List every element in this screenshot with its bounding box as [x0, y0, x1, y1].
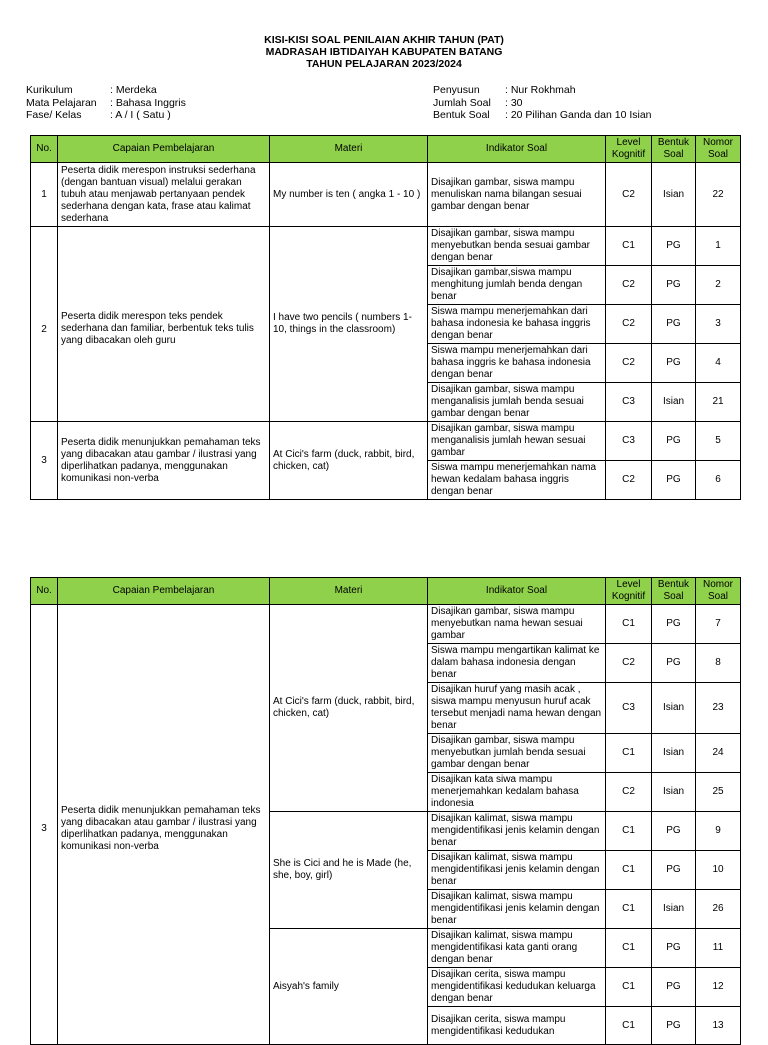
cell-level: C1 — [606, 968, 652, 1007]
cell-indikator: Disajikan gambar, siswa mampu menuliskan nama bilangan sesuai gambar dengan benar — [428, 163, 606, 227]
cell-level: C1 — [606, 227, 652, 266]
cell-indikator: Disajikan kalimat, siswa mampu mengidentifikasi jenis kelamin dengan benar — [428, 812, 606, 851]
col-nomor: Nomor Soal — [696, 578, 741, 605]
cell-level: C2 — [606, 305, 652, 344]
cell-level: C1 — [606, 734, 652, 773]
cell-level: C2 — [606, 266, 652, 305]
cell-bentuk: PG — [652, 422, 696, 461]
cell-level: C2 — [606, 344, 652, 383]
cell-nomor: 10 — [696, 851, 741, 890]
cell-nomor: 13 — [696, 1007, 741, 1045]
col-capaian: Capaian Pembelajaran — [58, 136, 270, 163]
cell-materi: Aisyah's family — [270, 929, 428, 1045]
col-nomor: Nomor Soal — [696, 136, 741, 163]
cell-bentuk: Isian — [652, 734, 696, 773]
cell-capaian: Peserta didik menunjukkan pemahaman teks yang dibacakan atau gambar / ilustrasi yang diperlihatkan padanya, menggunakan komunikasi non-verba — [58, 422, 270, 500]
cell-nomor: 9 — [696, 812, 741, 851]
meta-row — [433, 84, 652, 97]
cell-indikator: Disajikan cerita, siswa mampu mengidentifikasi kedudukan — [428, 1007, 606, 1045]
col-bentuk: Bentuk Soal — [652, 578, 696, 605]
col-indikator: Indikator Soal — [428, 578, 606, 605]
cell-level: C3 — [606, 422, 652, 461]
cell-nomor: 12 — [696, 968, 741, 1007]
meta-label: Mata Pelajaran — [26, 96, 97, 109]
cell-indikator: Disajikan gambar,siswa mampu menghitung jumlah benda dengan benar — [428, 266, 606, 305]
col-level: Level Kognitif — [606, 136, 652, 163]
cell-bentuk: Isian — [652, 163, 696, 227]
meta-value: : Nur Rokhmah — [505, 84, 576, 96]
table-header-row — [31, 136, 741, 163]
cell-bentuk: PG — [652, 812, 696, 851]
cell-indikator: Disajikan gambar, siswa mampu menyebutkan jumlah benda sesuai gambar dengan benar — [428, 734, 606, 773]
table-header-row — [31, 578, 741, 605]
cell-level: C2 — [606, 644, 652, 683]
cell-indikator: Disajikan kalimat, siswa mampu mengidentifikasi jenis kelamin dengan benar — [428, 851, 606, 890]
cell-indikator: Disajikan kata siwa mampu menerjemahkan kedalam bahasa indonesia — [428, 773, 606, 812]
cell-nomor: 26 — [696, 890, 741, 929]
meta-value: : Merdeka — [110, 84, 157, 96]
col-capaian: Capaian Pembelajaran — [58, 578, 270, 605]
cell-capaian: Peserta didik merespon instruksi sederhana (dengan bantuan visual) melalui gerakan tubuh atau menjawab pertanyaan pendek sederhana dengan kata, frase atau kalimat sederhana — [58, 163, 270, 227]
cell-nomor: 25 — [696, 773, 741, 812]
cell-indikator: Disajikan huruf yang masih acak , siswa mampu menyusun huruf acak tersebut menjadi nama hewan dengan benar — [428, 683, 606, 734]
cell-bentuk: PG — [652, 605, 696, 644]
cell-level: C1 — [606, 1007, 652, 1045]
meta-label: Kurikulum — [26, 84, 73, 96]
table-row — [31, 605, 741, 644]
cell-bentuk: PG — [652, 968, 696, 1007]
header-title: KISI-KISI SOAL PENILAIAN AKHIR TAHUN (PAT) — [264, 34, 504, 46]
meta-row — [26, 84, 186, 97]
meta-value: : A / I ( Satu ) — [110, 109, 171, 121]
cell-indikator: Siswa mampu mengartikan kalimat ke dalam bahasa indonesia dengan benar — [428, 644, 606, 683]
meta-value: : 20 Pilihan Ganda dan 10 Isian — [505, 109, 652, 121]
col-indikator: Indikator Soal — [428, 136, 606, 163]
table-row — [31, 163, 741, 227]
cell-no: 2 — [31, 227, 58, 422]
document-header — [0, 34, 768, 70]
cell-materi: My number is ten ( angka 1 - 10 ) — [270, 163, 428, 227]
cell-bentuk: PG — [652, 461, 696, 500]
meta-label: Jumlah Soal — [433, 96, 491, 109]
cell-indikator: Disajikan gambar, siswa mampu menyebutkan nama hewan sesuai gambar — [428, 605, 606, 644]
cell-level: C1 — [606, 605, 652, 644]
cell-nomor: 1 — [696, 227, 741, 266]
meta-row — [26, 97, 186, 110]
cell-bentuk: PG — [652, 305, 696, 344]
meta-row — [433, 97, 652, 110]
cell-nomor: 21 — [696, 383, 741, 422]
cell-indikator: Siswa mampu menerjemahkan dari bahasa indonesia ke bahasa inggris dengan benar — [428, 305, 606, 344]
cell-bentuk: Isian — [652, 383, 696, 422]
cell-bentuk: PG — [652, 344, 696, 383]
cell-capaian: Peserta didik menunjukkan pemahaman teks yang dibacakan atau gambar / ilustrasi yang diperlihatkan padanya, menggunakan komunikasi non-verba — [58, 605, 270, 1045]
cell-bentuk: PG — [652, 266, 696, 305]
col-materi: Materi — [270, 578, 428, 605]
cell-nomor: 11 — [696, 929, 741, 968]
col-level: Level Kognitif — [606, 578, 652, 605]
cell-indikator: Disajikan gambar, siswa mampu menyebutkan benda sesuai gambar dengan benar — [428, 227, 606, 266]
cell-indikator: Disajikan kalimat, siswa mampu mengidentifikasi jenis kelamin dengan benar — [428, 890, 606, 929]
cell-indikator: Disajikan gambar, siswa mampu menganalisis jumlah hewan sesuai gambar — [428, 422, 606, 461]
cell-nomor: 6 — [696, 461, 741, 500]
cell-bentuk: PG — [652, 644, 696, 683]
cell-bentuk: Isian — [652, 683, 696, 734]
cell-indikator: Disajikan kalimat, siswa mampu mengidentifikasi kata ganti orang dengan benar — [428, 929, 606, 968]
col-no: No. — [31, 136, 58, 163]
table-row — [31, 227, 741, 266]
cell-level: C2 — [606, 163, 652, 227]
cell-nomor: 22 — [696, 163, 741, 227]
cell-bentuk: PG — [652, 929, 696, 968]
cell-materi: I have two pencils ( numbers 1-10, things in the classroom) — [270, 227, 428, 422]
cell-nomor: 4 — [696, 344, 741, 383]
cell-indikator: Siswa mampu menerjemahkan nama hewan kedalam bahasa inggris dengan benar — [428, 461, 606, 500]
meta-row — [433, 109, 652, 122]
cell-nomor: 24 — [696, 734, 741, 773]
cell-bentuk: PG — [652, 851, 696, 890]
cell-bentuk: PG — [652, 1007, 696, 1045]
cell-bentuk: PG — [652, 227, 696, 266]
header-year: TAHUN PELAJARAN 2023/2024 — [306, 58, 462, 70]
cell-level: C1 — [606, 929, 652, 968]
cell-level: C3 — [606, 383, 652, 422]
cell-capaian: Peserta didik merespon teks pendek sederhana dan familiar, berbentuk teks tulis yang dibacakan oleh guru — [58, 227, 270, 422]
cell-nomor: 7 — [696, 605, 741, 644]
meta-left — [26, 84, 186, 122]
cell-indikator: Siswa mampu menerjemahkan dari bahasa inggris ke bahasa indonesia dengan benar — [428, 344, 606, 383]
col-no: No. — [31, 578, 58, 605]
col-bentuk: Bentuk Soal — [652, 136, 696, 163]
cell-level: C1 — [606, 851, 652, 890]
cell-nomor: 3 — [696, 305, 741, 344]
cell-nomor: 8 — [696, 644, 741, 683]
header-school: MADRASAH IBTIDAIYAH KABUPATEN BATANG — [265, 46, 503, 58]
table-row — [31, 422, 741, 461]
cell-bentuk: Isian — [652, 773, 696, 812]
cell-nomor: 5 — [696, 422, 741, 461]
meta-value: : 30 — [505, 96, 523, 109]
meta-label: Bentuk Soal — [433, 109, 490, 121]
cell-indikator: Disajikan gambar, siswa mampu menganalisis jumlah benda sesuai gambar dengan benar — [428, 383, 606, 422]
col-materi: Materi — [270, 136, 428, 163]
kisi-kisi-table-1 — [30, 135, 741, 500]
cell-level: C2 — [606, 773, 652, 812]
meta-value: : Bahasa Inggris — [110, 96, 186, 109]
cell-no: 3 — [31, 605, 58, 1045]
cell-materi: At Cici's farm (duck, rabbit, bird, chicken, cat) — [270, 605, 428, 812]
meta-label: Penyusun — [433, 84, 480, 96]
cell-nomor: 23 — [696, 683, 741, 734]
cell-materi: At Cici's farm (duck, rabbit, bird, chicken, cat) — [270, 422, 428, 500]
cell-level: C1 — [606, 812, 652, 851]
kisi-kisi-table-2 — [30, 577, 741, 1045]
meta-row — [26, 109, 186, 122]
cell-nomor: 2 — [696, 266, 741, 305]
cell-level: C2 — [606, 461, 652, 500]
cell-level: C3 — [606, 683, 652, 734]
cell-level: C1 — [606, 890, 652, 929]
cell-materi: She is Cici and he is Made (he, she, boy, girl) — [270, 812, 428, 929]
meta-right — [433, 84, 652, 122]
meta-label: Fase/ Kelas — [26, 109, 82, 121]
cell-no: 3 — [31, 422, 58, 500]
cell-indikator: Disajikan cerita, siswa mampu mengidentifikasi kedudukan keluarga dengan benar — [428, 968, 606, 1007]
cell-no: 1 — [31, 163, 58, 227]
cell-bentuk: Isian — [652, 890, 696, 929]
